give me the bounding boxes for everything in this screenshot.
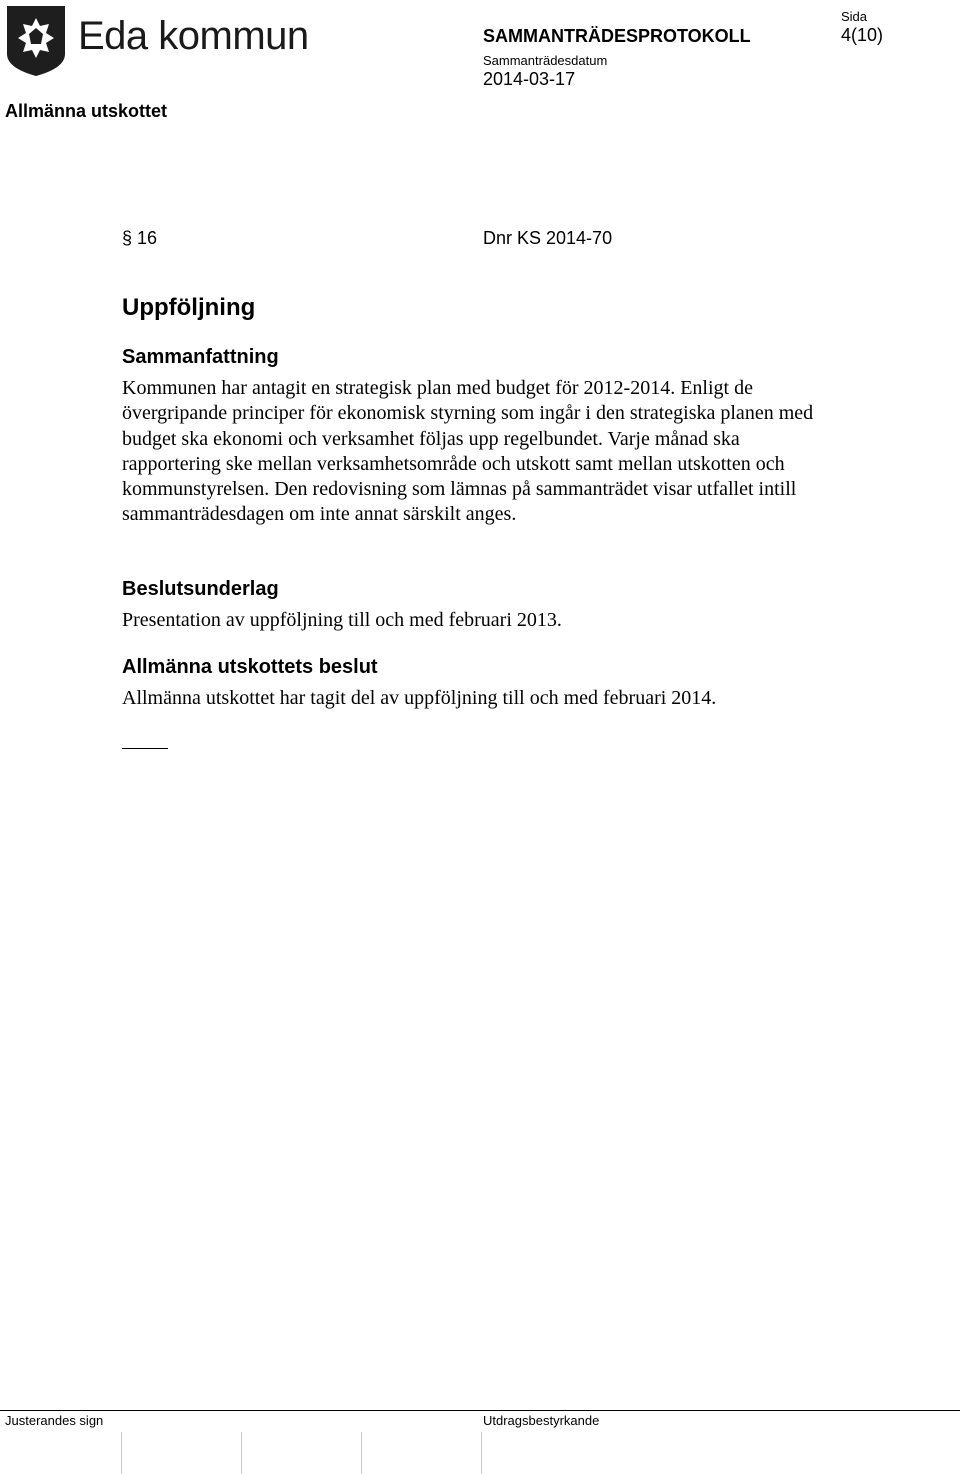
page-number: 4(10) [841, 25, 884, 45]
end-divider [122, 748, 168, 749]
section-text-decision-basis: Presentation av uppföljning till och med februari 2013. [122, 609, 562, 631]
committee-name: Allmänna utskottet [5, 101, 168, 121]
paragraph-number: § 16 [122, 228, 158, 248]
signature-box-divider [481, 1432, 482, 1474]
meeting-date: 2014-03-17 [483, 69, 576, 89]
item-title: Uppföljning [122, 294, 256, 321]
document-type: SAMMANTRÄDESPROTOKOLL [483, 26, 751, 46]
signature-label: Justerandes sign [5, 1413, 104, 1428]
extract-label: Utdragsbestyrkande [483, 1413, 600, 1428]
section-heading-summary: Sammanfattning [122, 346, 279, 368]
page-label: Sida [841, 9, 868, 24]
meeting-date-label: Sammanträdesdatum [483, 53, 608, 68]
eda-kommun-logo-icon [5, 4, 67, 78]
signature-box-divider [361, 1432, 362, 1474]
section-text-decision: Allmänna utskottet har tagit del av uppföljning till och med februari 2014. [122, 687, 717, 709]
section-heading-decision: Allmänna utskottets beslut [122, 656, 378, 678]
footer-divider [0, 1410, 960, 1411]
section-text-summary: Kommunen har antagit en strategisk plan med budget för 2012-2014. Enligt de övergripande principer för ekonomisk styrning som ingår i den strategiska planen med budget ska ekonomi och verksamhet följas upp regelbundet. Varje månad ska rapportering ske mellan verksamhetsområde och utskott samt mellan utskotten och kommunstyrelsen. Den redovisning som lämnas på sammanträdet visar utfallet intill sammanträdesdagen om inte annat särskilt anges. [122, 377, 814, 526]
section-heading-decision-basis: Beslutsunderlag [122, 578, 279, 600]
logo-wordmark: Eda kommun [78, 14, 309, 58]
case-number: Dnr KS 2014-70 [483, 228, 613, 248]
signature-box-divider [241, 1432, 242, 1474]
signature-box-divider [121, 1432, 122, 1474]
